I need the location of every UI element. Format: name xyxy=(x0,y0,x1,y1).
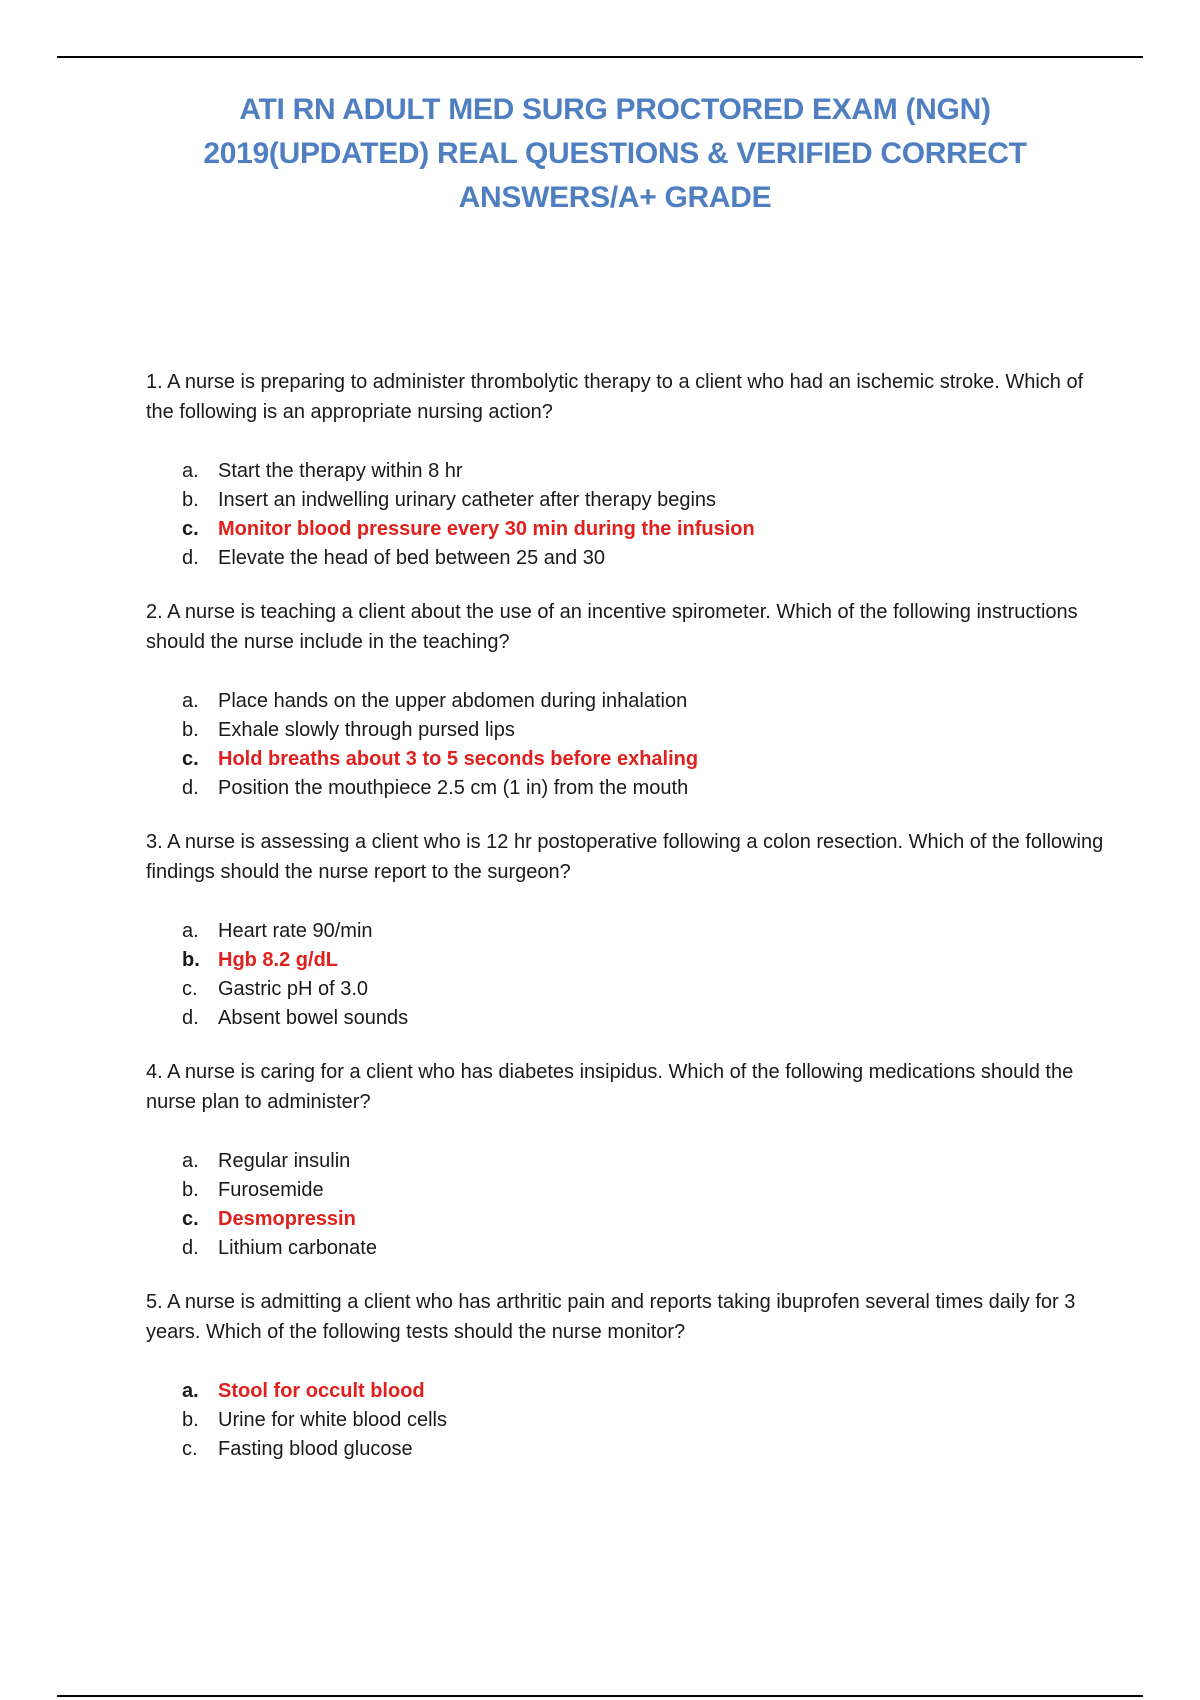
option-letter: d. xyxy=(182,1237,199,1259)
question-text: 2. A nurse is teaching a client about the use of an incentive spirometer. Which of the following instructions should the nurse include in the teaching? xyxy=(146,601,1078,653)
question-text: 3. A nurse is assessing a client who is 12 hr postoperative following a colon resection. Which of the following findings should the nurse report to the surgeon? xyxy=(146,831,1104,883)
question-text: 4. A nurse is caring for a client who has diabetes insipidus. Which of the following medications should the nurse plan to administer? xyxy=(146,1061,1074,1113)
document-title xyxy=(130,88,1100,220)
option-text: Place hands on the upper abdomen during inhalation xyxy=(218,690,688,712)
answer-option xyxy=(182,687,1106,716)
option-letter: a. xyxy=(182,690,199,712)
question-3 xyxy=(146,827,1106,1033)
title-line: 2019(UPDATED) REAL QUESTIONS & VERIFIED CORRECT xyxy=(203,137,1027,170)
answer-option xyxy=(182,457,1106,486)
top-rule xyxy=(57,56,1143,58)
question-4 xyxy=(146,1057,1106,1263)
option-text: Elevate the head of bed between 25 and 30 xyxy=(218,547,605,569)
option-text: Position the mouthpiece 2.5 cm (1 in) from the mouth xyxy=(218,777,689,799)
option-letter: d. xyxy=(182,1007,199,1029)
option-letter: a. xyxy=(182,1150,199,1172)
correct-answer-option xyxy=(182,1377,1106,1406)
option-letter: b. xyxy=(182,949,200,971)
title-line: ATI RN ADULT MED SURG PROCTORED EXAM (NGN) xyxy=(239,93,991,126)
option-letter: d. xyxy=(182,777,199,799)
answer-option xyxy=(182,1435,1106,1464)
answer-option xyxy=(182,1234,1106,1263)
answer-option xyxy=(182,1406,1106,1435)
answer-option xyxy=(182,1004,1106,1033)
option-letter: b. xyxy=(182,1179,199,1201)
option-text: Fasting blood glucose xyxy=(218,1438,413,1460)
answer-option xyxy=(182,975,1106,1004)
option-letter: a. xyxy=(182,460,199,482)
option-text: Furosemide xyxy=(218,1179,324,1201)
option-text: Start the therapy within 8 hr xyxy=(218,460,463,482)
option-text: Desmopressin xyxy=(218,1208,356,1230)
option-letter: c. xyxy=(182,978,198,1000)
option-letter: c. xyxy=(182,518,199,540)
answer-options xyxy=(146,1377,1106,1464)
title-line: ANSWERS/A+ GRADE xyxy=(458,181,772,214)
answer-option xyxy=(182,544,1106,573)
option-text: Insert an indwelling urinary catheter after therapy begins xyxy=(218,489,717,511)
question-2 xyxy=(146,597,1106,803)
answer-option xyxy=(182,716,1106,745)
question-text: 1. A nurse is preparing to administer thrombolytic therapy to a client who had an ischemic stroke. Which of the following is an appropriate nursing action? xyxy=(146,371,1084,423)
answer-options xyxy=(146,917,1106,1033)
question-1 xyxy=(146,367,1106,573)
correct-answer-option xyxy=(182,745,1106,774)
answer-options xyxy=(146,687,1106,803)
correct-answer-option xyxy=(182,515,1106,544)
answer-option xyxy=(182,917,1106,946)
option-text: Lithium carbonate xyxy=(218,1237,377,1259)
option-text: Absent bowel sounds xyxy=(218,1007,409,1029)
bottom-rule xyxy=(57,1695,1143,1697)
correct-answer-option xyxy=(182,1205,1106,1234)
answer-option xyxy=(182,1176,1106,1205)
option-letter: c. xyxy=(182,748,199,770)
answer-option xyxy=(182,486,1106,515)
option-text: Hgb 8.2 g/dL xyxy=(218,949,338,971)
question-5 xyxy=(146,1287,1106,1464)
question-list xyxy=(146,367,1106,1488)
option-letter: b. xyxy=(182,489,199,511)
option-letter: b. xyxy=(182,719,199,741)
option-text: Monitor blood pressure every 30 min during the infusion xyxy=(218,518,755,540)
option-letter: a. xyxy=(182,920,199,942)
answer-options xyxy=(146,1147,1106,1263)
option-letter: c. xyxy=(182,1208,199,1230)
option-text: Exhale slowly through pursed lips xyxy=(218,719,515,741)
option-text: Heart rate 90/min xyxy=(218,920,373,942)
answer-option xyxy=(182,774,1106,803)
option-text: Hold breaths about 3 to 5 seconds before exhaling xyxy=(218,748,699,770)
answer-option xyxy=(182,1147,1106,1176)
option-letter: a. xyxy=(182,1380,199,1402)
option-letter: d. xyxy=(182,547,199,569)
option-text: Stool for occult blood xyxy=(218,1380,425,1402)
option-letter: b. xyxy=(182,1409,199,1431)
option-text: Regular insulin xyxy=(218,1150,351,1172)
question-text: 5. A nurse is admitting a client who has arthritic pain and reports taking ibuprofen several times daily for 3 years. Which of the following tests should the nurse monitor? xyxy=(146,1291,1076,1343)
answer-options xyxy=(146,457,1106,573)
option-text: Gastric pH of 3.0 xyxy=(218,978,369,1000)
correct-answer-option xyxy=(182,946,1106,975)
option-text: Urine for white blood cells xyxy=(218,1409,447,1431)
option-letter: c. xyxy=(182,1438,198,1460)
